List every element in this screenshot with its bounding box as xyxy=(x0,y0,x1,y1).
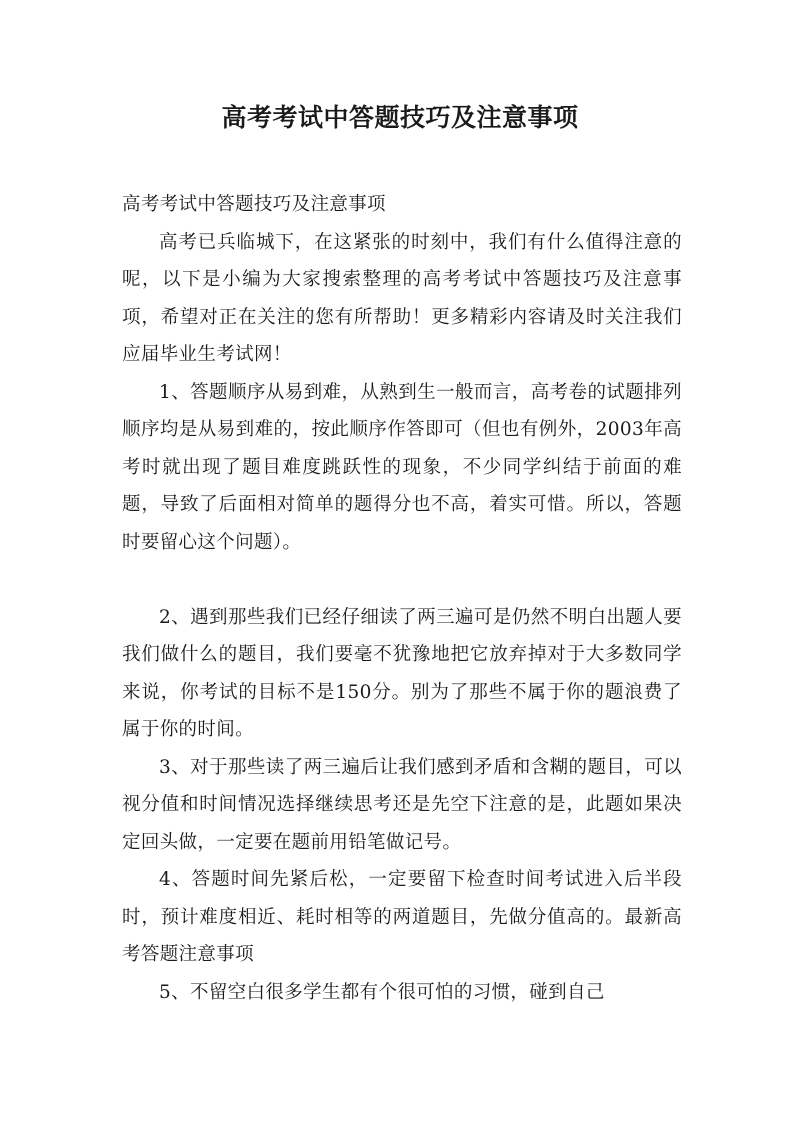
document-body xyxy=(122,186,682,1011)
subtitle-paragraph: 高考考试中答题技巧及注意事项 xyxy=(122,194,386,215)
tip-4-paragraph: 4、答题时间先紧后松，一定要留下检查时间考试进入后半段时，预计难度相近、耗时相等的两道题目，先做分值高的。最新高考答题注意事项 xyxy=(122,869,682,965)
intro-paragraph: 高考已兵临城下，在这紧张的时刻中，我们有什么值得注意的呢，以下是小编为大家搜索整理的高考考试中答题技巧及注意事项，希望对正在关注的您有所帮助！更多精彩内容请及时关注我们应届毕业生考试网！ xyxy=(122,231,682,365)
tip-1-paragraph: 1、答题顺序从易到难，从熟到生一般而言，高考卷的试题排列顺序均是从易到难的，按此顺序作答即可（但也有例外，2003年高考时就出现了题目难度跳跃性的现象，不少同学纠结于前面的难题，导致了后面相对简单的题得分也不高，着实可惜。所以，答题时要留心这个问题）。 xyxy=(122,381,682,553)
tip-5-paragraph: 5、不留空白很多学生都有个很可怕的习惯，碰到自己 xyxy=(159,981,605,1003)
paragraph-spacer xyxy=(122,561,682,599)
tip-2-paragraph: 2、遇到那些我们已经仔细读了两三遍可是仍然不明白出题人要我们做什么的题目，我们要毫不犹豫地把它放弃掉对于大多数同学来说，你考试的目标不是150分。别为了那些不属于你的题浪费了属于你的时间。 xyxy=(122,606,682,740)
document-title: 高考考试中答题技巧及注意事项 xyxy=(221,103,579,132)
tip-3-paragraph: 3、对于那些读了两三遍后让我们感到矛盾和含糊的题目，可以视分值和时间情况选择继续思考还是先空下注意的是，此题如果决定回头做，一定要在题前用铅笔做记号。 xyxy=(122,756,682,853)
